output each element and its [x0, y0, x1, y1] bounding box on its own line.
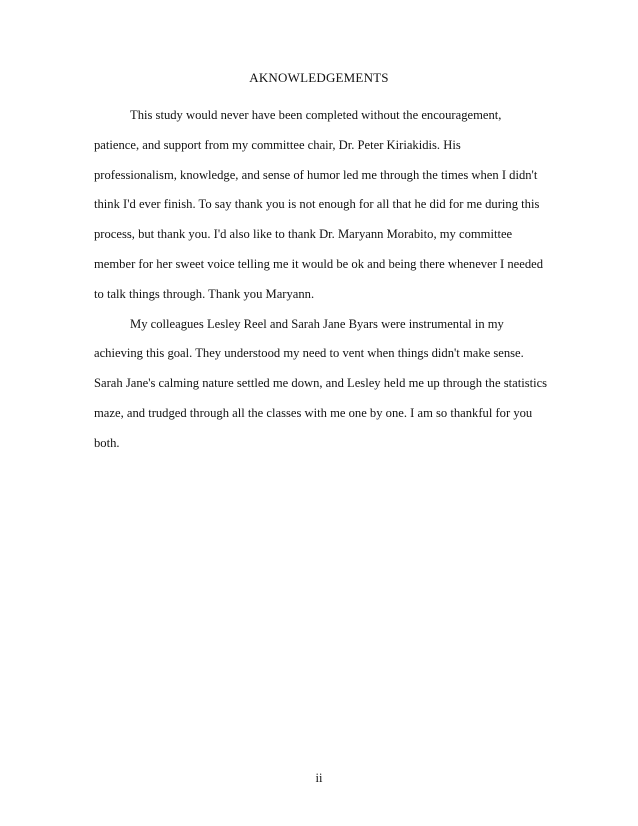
page-number: ii — [315, 771, 323, 785]
paragraph-line: think I'd ever finish. To say thank you is not enough for all that he did for me during this — [94, 197, 540, 212]
paragraph-line: This study would never have been completed without the encouragement, — [130, 108, 502, 122]
paragraph-line: achieving this goal. They understood my need to vent when things didn't make sense. — [94, 346, 524, 361]
paragraph-line: My colleagues Lesley Reel and Sarah Jane Byars were instrumental in my — [130, 316, 504, 331]
paragraph-2 — [94, 310, 546, 459]
paragraph-line: to talk things through. Thank you Maryann. — [94, 286, 315, 301]
acknowledgements-body — [94, 101, 546, 459]
paragraph-line: professionalism, knowledge, and sense of humor led me through the times when I didn't — [94, 167, 538, 182]
paragraph-line: both. — [94, 435, 120, 450]
paragraph-line: maze, and trudged through all the classes with me one by one. I am so thankful for you — [94, 405, 533, 420]
page-heading: AKNOWLEDGEMENTS — [249, 70, 389, 85]
paragraph-line: process, but thank you. I'd also like to thank Dr. Maryann Morabito, my committee — [94, 227, 513, 242]
paragraph-1 — [94, 101, 546, 310]
paragraph-line: Sarah Jane's calming nature settled me down, and Lesley held me up through the statistics — [94, 376, 548, 391]
paragraph-line: patience, and support from my committee chair, Dr. Peter Kiriakidis. His — [94, 137, 461, 152]
paragraph-line: member for her sweet voice telling me it would be ok and being there whenever I needed — [94, 256, 544, 271]
